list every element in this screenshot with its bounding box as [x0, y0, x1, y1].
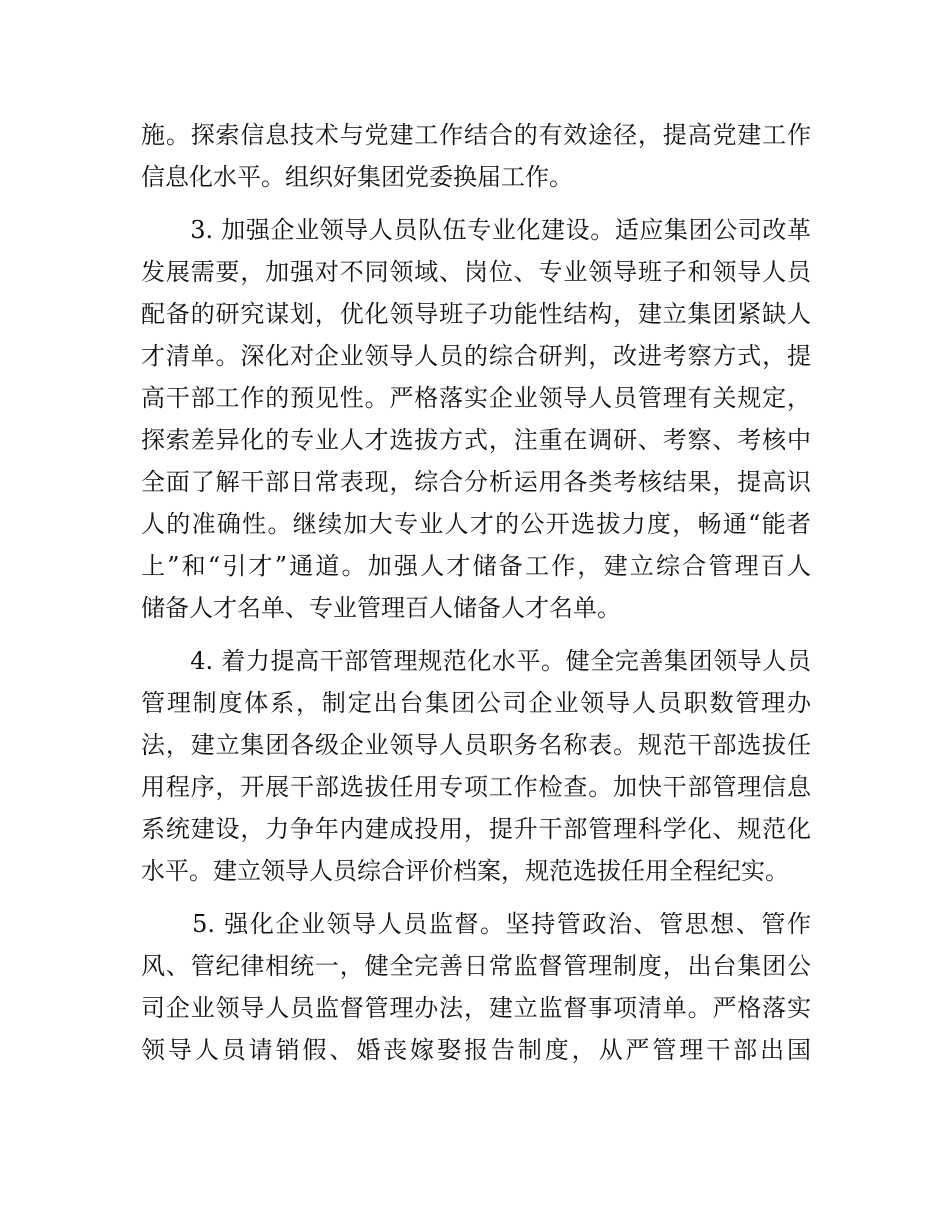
- text-line: 领导人员请销假、婚丧嫁娶报告制度，从严管理干部出国: [141, 1036, 811, 1064]
- text-line: 全面了解干部日常表现，综合分析运用各类考核结果，提高识: [141, 468, 811, 496]
- text-line: 配备的研究谋划，优化领导班子功能性结构，建立集团紧缺人: [141, 300, 811, 328]
- text-line: 3. 加强企业领导人员队伍专业化建设。适应集团公司改革: [141, 216, 811, 244]
- text-line: 人的准确性。继续加大专业人才的公开选拔力度，畅通“能者: [141, 510, 811, 538]
- paragraph-2: [141, 209, 811, 629]
- text-line: 法，建立集团各级企业领导人员职务名称表。规范干部选拔任: [141, 731, 811, 759]
- text-line: 司企业领导人员监督管理办法，建立监督事项清单。严格落实: [141, 994, 811, 1022]
- text-line: 储备人才名单、专业管理百人储备人才名单。: [141, 594, 621, 622]
- text-line: 才清单。深化对企业领导人员的综合研判，改进考察方式，提: [141, 342, 811, 370]
- document-page: [141, 114, 811, 1071]
- text-line: 施。探索信息技术与党建工作结合的有效途径，提高党建工作: [141, 121, 811, 149]
- text-line: 用程序，开展干部选拔任用专项工作检查。加快干部管理信息: [141, 773, 811, 801]
- paragraph-1: [141, 114, 811, 198]
- text-line: 4. 着力提高干部管理规范化水平。健全完善集团领导人员: [141, 647, 811, 675]
- paragraph-3: [141, 640, 811, 892]
- text-line: 信息化水平。组织好集团党委换届工作。: [141, 163, 573, 191]
- text-line: 5. 强化企业领导人员监督。坚持管政治、管思想、管作: [141, 910, 811, 938]
- text-line: 风、管纪律相统一，健全完善日常监督管理制度，出台集团公: [141, 952, 811, 980]
- text-line: 高干部工作的预见性。严格落实企业领导人员管理有关规定，: [141, 384, 811, 412]
- paragraph-4: [141, 903, 811, 1071]
- text-line: 系统建设，力争年内建成投用，提升干部管理科学化、规范化: [141, 815, 811, 843]
- text-line: 探索差异化的专业人才选拔方式，注重在调研、考察、考核中: [141, 426, 811, 454]
- text-line: 水平。建立领导人员综合评价档案，规范选拔任用全程纪实。: [141, 857, 789, 885]
- text-line: 发展需要，加强对不同领域、岗位、专业领导班子和领导人员: [141, 258, 811, 286]
- text-line: 上”和“引才”通道。加强人才储备工作，建立综合管理百人: [141, 552, 811, 580]
- text-line: 管理制度体系，制定出台集团公司企业领导人员职数管理办: [141, 689, 811, 717]
